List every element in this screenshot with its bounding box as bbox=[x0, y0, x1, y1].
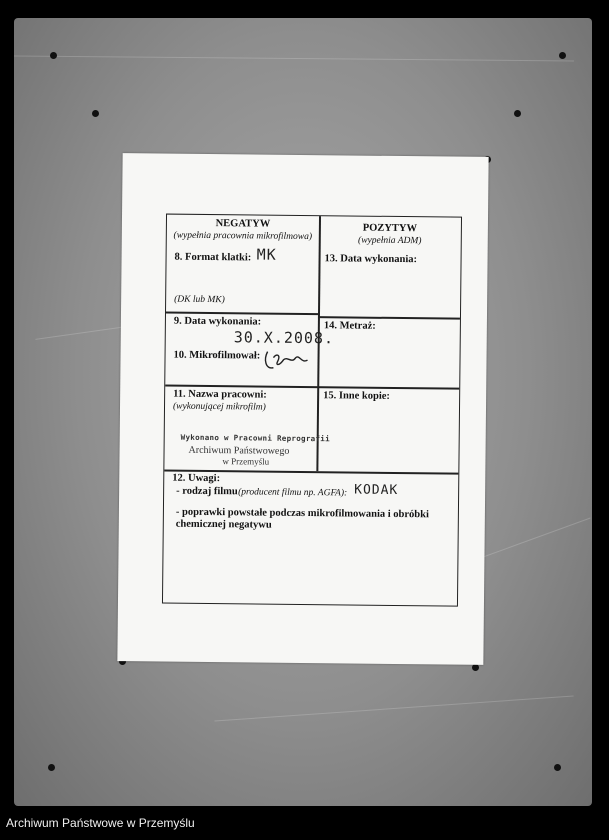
pozytyw-subheading: (wypełnia ADM) bbox=[358, 235, 422, 247]
punch-hole bbox=[514, 110, 521, 117]
rodzaj-filmu-hint: (producent filmu np. AGFA): bbox=[238, 487, 348, 499]
data-wykonania-label: 9. Data wykonania: bbox=[173, 315, 262, 328]
poprawki-line-2: chemicznej negatywu bbox=[175, 518, 272, 531]
row-divider bbox=[166, 312, 318, 315]
record-form-table bbox=[162, 214, 462, 607]
poprawki-line-1: - poprawki powstałe podczas mikrofilmowania i obróbki bbox=[175, 506, 429, 521]
pozytyw-heading: POZYTYW bbox=[362, 222, 418, 235]
punch-hole bbox=[50, 52, 57, 59]
punch-hole bbox=[559, 52, 566, 59]
stamp-line-3: w Przemyślu bbox=[222, 456, 270, 467]
uwagi-label: 12. Uwagi: bbox=[172, 472, 221, 485]
data-wykonania-pozytyw-label: 13. Data wykonania: bbox=[324, 253, 418, 266]
format-klatki-label: 8. Format klatki: bbox=[174, 251, 252, 264]
signature-mark bbox=[263, 346, 315, 377]
row-divider bbox=[318, 316, 460, 319]
rodzaj-filmu-value: KODAK bbox=[354, 482, 399, 499]
microfilm-record-card bbox=[117, 153, 488, 665]
format-klatki-value: MK bbox=[256, 245, 277, 264]
punch-hole bbox=[48, 764, 55, 771]
punch-hole bbox=[554, 764, 561, 771]
inne-kopie-label: 15. Inne kopie: bbox=[323, 390, 391, 402]
format-klatki-hint: (DK lub MK) bbox=[174, 294, 225, 306]
negatyw-heading: NEGATYW bbox=[215, 218, 271, 230]
nazwa-pracowni-hint: (wykonującej mikrofilm) bbox=[172, 401, 266, 413]
punch-hole bbox=[92, 110, 99, 117]
negatyw-subheading: (wypełnia pracownia mikrofilmowa) bbox=[173, 230, 313, 243]
data-wykonania-value: 30.X.2008. bbox=[233, 328, 335, 348]
metraz-label: 14. Metraż: bbox=[323, 320, 376, 332]
archive-caption: Archiwum Państwowe w Przemyślu bbox=[6, 816, 195, 830]
stamp-line-1: Wykonano w Pracowni Reprografii bbox=[180, 432, 331, 444]
nazwa-pracowni-label: 11. Nazwa pracowni: bbox=[173, 388, 267, 401]
punch-hole bbox=[472, 664, 479, 671]
rodzaj-filmu-label: - rodzaj filmu bbox=[176, 485, 238, 498]
stamp-line-2: Archiwum Państwowego bbox=[188, 444, 290, 457]
mikrofilmowal-label: 10. Mikrofilmował: bbox=[173, 349, 261, 362]
